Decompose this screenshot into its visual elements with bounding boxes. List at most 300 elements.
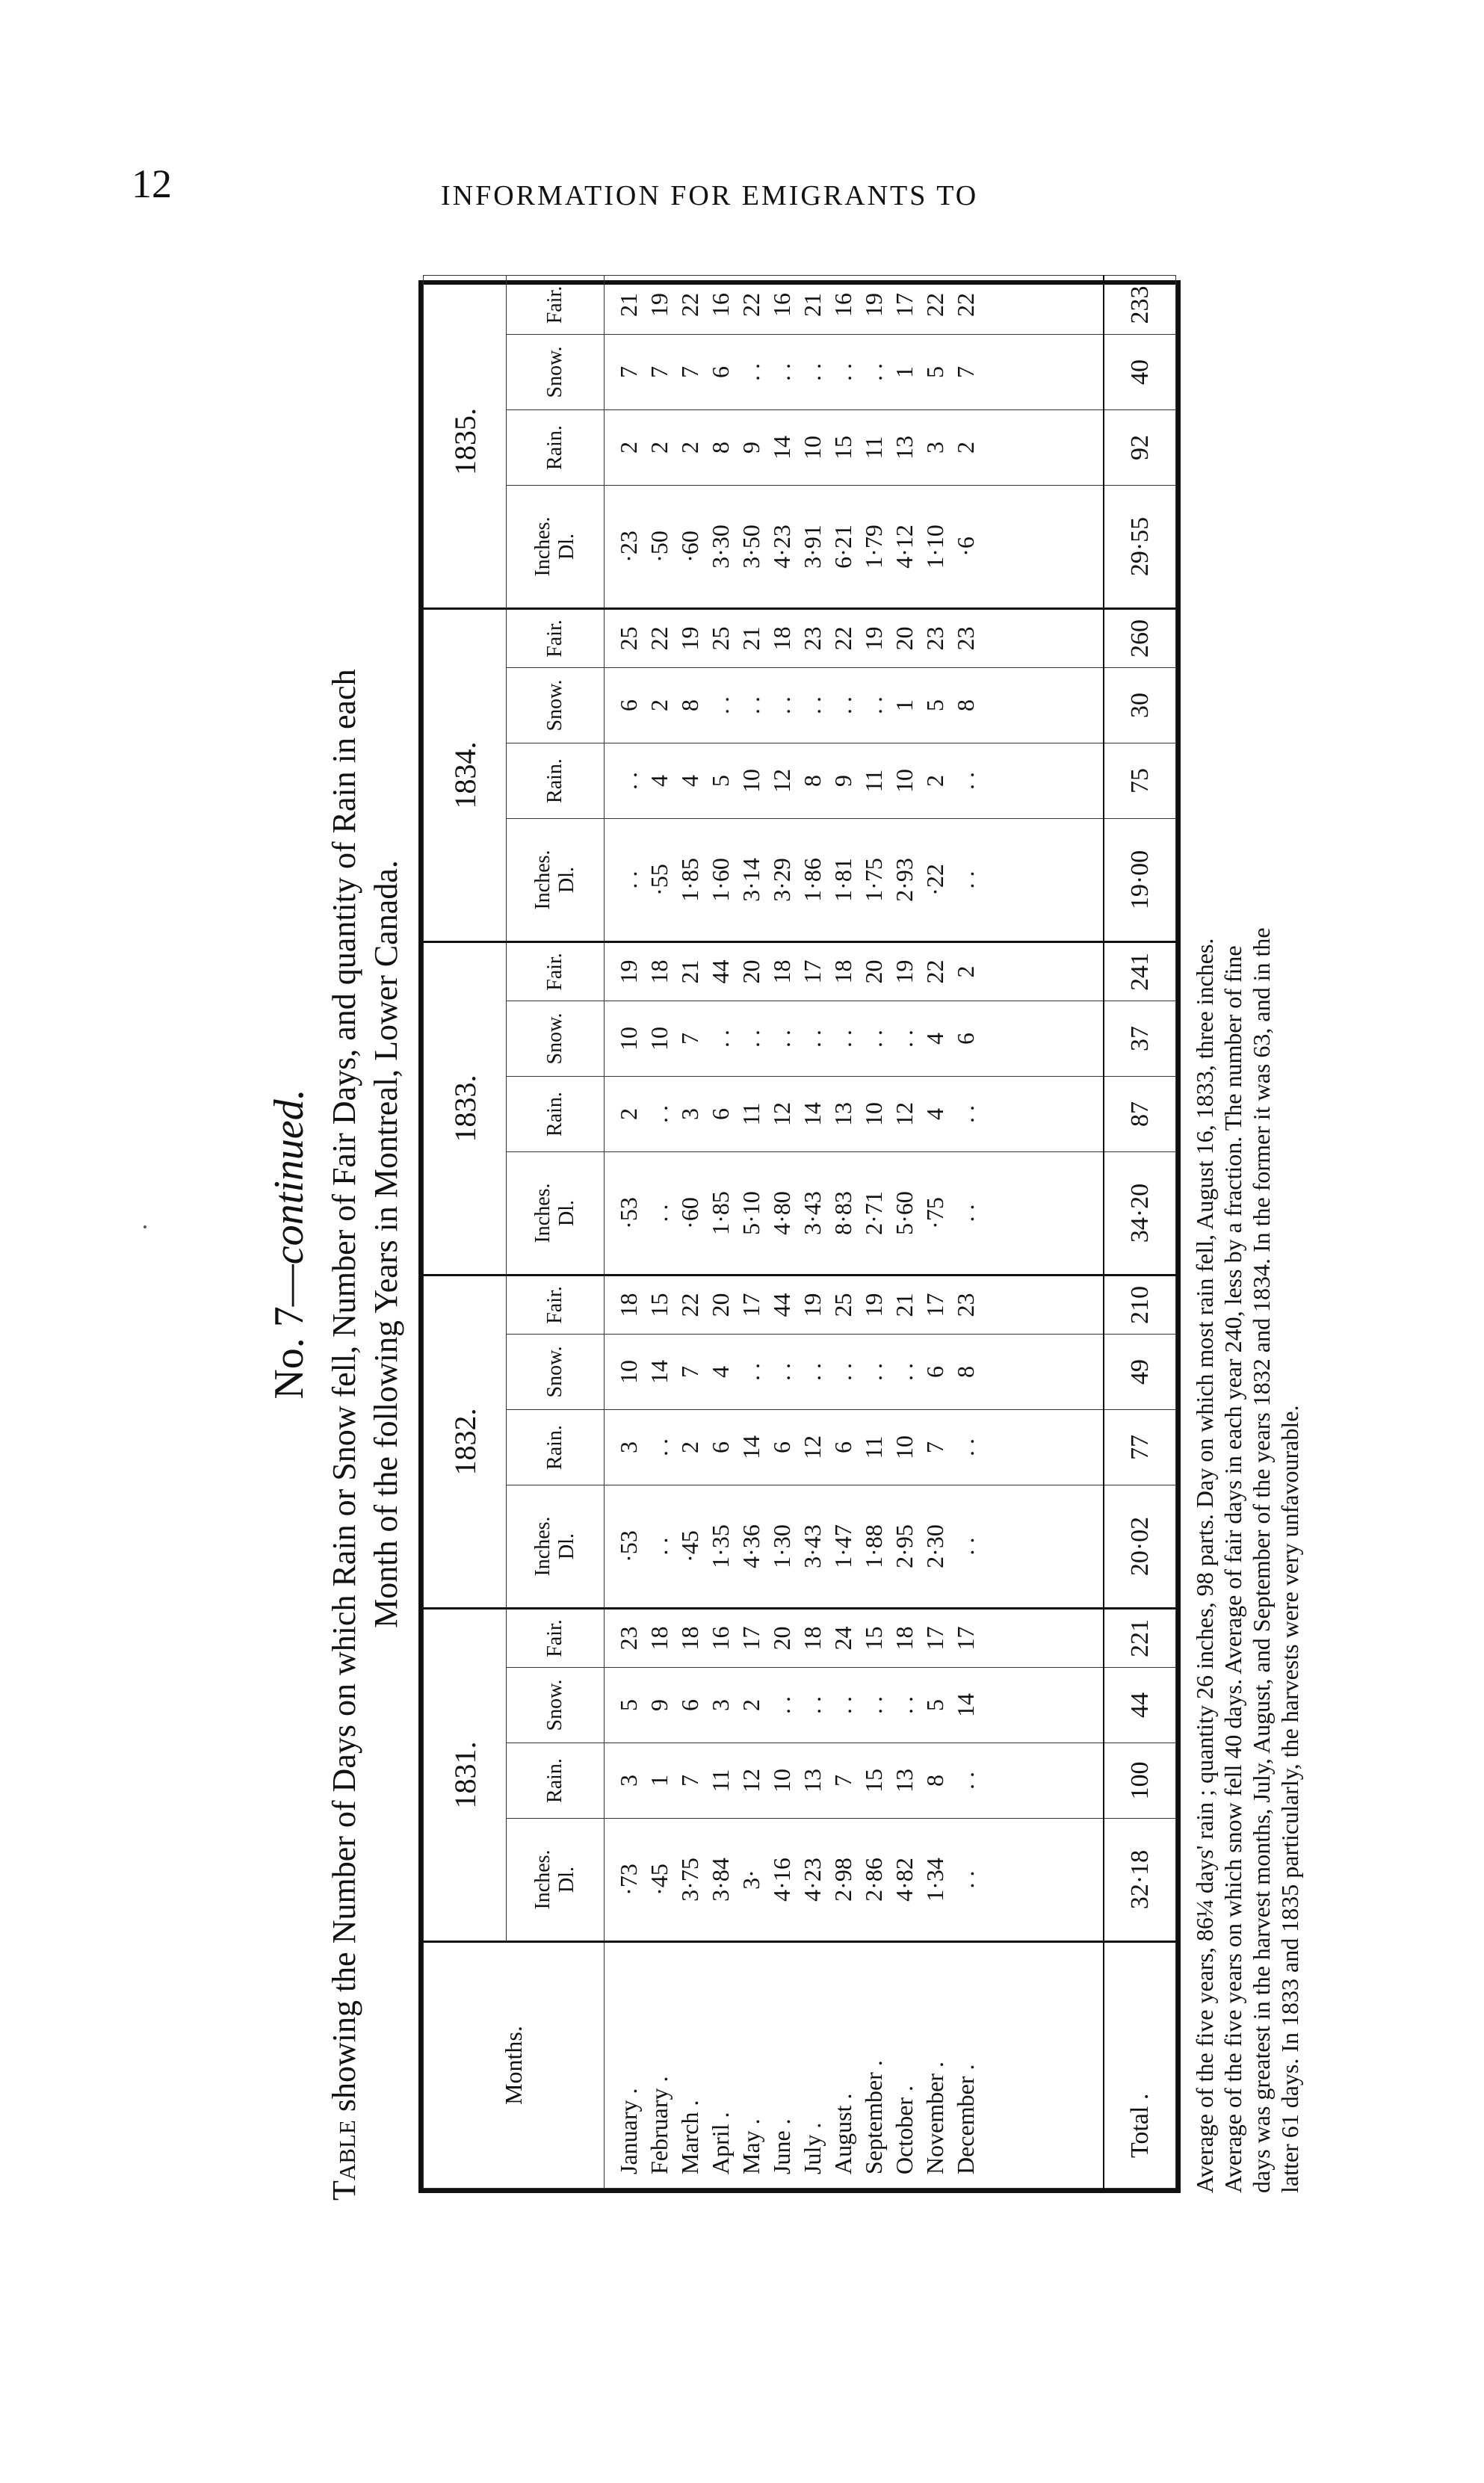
table-cell: 1·47 — [829, 1524, 856, 1568]
table-cell: 25 — [829, 1293, 856, 1317]
total-rain: 87 — [1104, 1077, 1176, 1152]
table-cell: 1·30 — [768, 1524, 795, 1568]
table-cell: 6 — [707, 366, 734, 378]
inches-column-1835 — [605, 486, 1104, 609]
table-cell: . . — [799, 1696, 826, 1714]
table-cell: 22 — [921, 293, 948, 317]
month-label: June . — [768, 2118, 795, 2174]
table-cell: 17 — [891, 293, 918, 317]
table-cell: . . — [738, 1363, 764, 1381]
table-cell: 10 — [768, 1769, 795, 1793]
table-cell: 2 — [676, 1441, 703, 1453]
total-inches: 20·02 — [1104, 1485, 1176, 1609]
table-cell: . . — [768, 1363, 795, 1381]
table-cell: 1·85 — [676, 858, 703, 902]
table-cell: 18 — [615, 1293, 642, 1317]
snow-column-1832 — [605, 1335, 1104, 1410]
table-cell: 16 — [707, 1626, 734, 1651]
table-cell: 17 — [738, 1293, 764, 1317]
table-cell: . . — [860, 1363, 887, 1381]
month-label: January . — [615, 2088, 642, 2174]
table-cell: 6 — [676, 1699, 703, 1711]
table-cell: . . — [646, 1204, 673, 1222]
table-cell: 44 — [768, 1293, 795, 1317]
footnote-line: days was greatest in the harvest months, July, August, and September of the years 1832 and 1834. In the former it was 63, and in the — [1248, 927, 1275, 2193]
inches-column-1833 — [605, 1152, 1104, 1275]
table-cell: 7 — [676, 1775, 703, 1787]
table-cell: . . — [646, 1537, 673, 1556]
table-cell: 3·50 — [738, 525, 764, 569]
running-head: INFORMATION FOR EMIGRANTS TO — [441, 180, 979, 211]
table-cell: . . — [952, 1772, 979, 1790]
table-cell: 17 — [738, 1626, 764, 1651]
table-cell: 2·95 — [891, 1524, 918, 1568]
table-cell: ·45 — [646, 1864, 673, 1896]
table-cell: 18 — [646, 959, 673, 984]
table-cell: 2 — [952, 442, 979, 454]
table-cell: 2·86 — [860, 1858, 887, 1902]
table-cell: 10 — [860, 1102, 887, 1126]
table-cell: 11 — [738, 1102, 764, 1126]
table-cell: 16 — [707, 293, 734, 317]
total-fair: 221 — [1104, 1609, 1176, 1668]
table-cell: ·73 — [615, 1864, 642, 1896]
table-cell: . . — [860, 363, 887, 381]
table-cell: 20 — [738, 959, 764, 984]
table-cell: 10 — [615, 1360, 642, 1384]
month-label: April . — [707, 2112, 734, 2174]
inches-column-1831 — [605, 1819, 1104, 1942]
table-cell: 10 — [615, 1027, 642, 1051]
table-cell: 8 — [952, 699, 979, 711]
table-cell: 2 — [676, 442, 703, 454]
rain-column-1835 — [605, 410, 1104, 486]
table-cell: 5 — [615, 1699, 642, 1711]
table-cell: . . — [891, 1696, 918, 1714]
table-cell: . . — [891, 1030, 918, 1048]
table-cell: 3· — [738, 1870, 764, 1890]
total-inches: 34·20 — [1104, 1152, 1176, 1275]
table-cell: 19 — [891, 959, 918, 984]
table-cell: 1 — [891, 699, 918, 711]
table-cell: . . — [799, 1363, 826, 1381]
fair-subheader: Fair. — [507, 276, 605, 335]
table-cell: 16 — [829, 293, 856, 317]
table-cell: 21 — [615, 293, 642, 317]
total-snow: 37 — [1104, 1001, 1176, 1077]
table-cell: 19 — [646, 293, 673, 317]
table-cell: 18 — [799, 1626, 826, 1651]
table-cell: 24 — [829, 1626, 856, 1651]
table-cell: 6 — [707, 1108, 734, 1120]
table-cell: ·22 — [921, 864, 948, 896]
table-cell: 8 — [799, 775, 826, 787]
snow-column-1834 — [605, 668, 1104, 743]
table-cell: 2 — [646, 699, 673, 711]
table-cell: . . — [891, 1363, 918, 1381]
table-cell: ·6 — [952, 537, 979, 557]
table-cell: 4 — [676, 775, 703, 787]
year-header: 1831. — [424, 1609, 507, 1942]
table-cell: ·53 — [615, 1530, 642, 1562]
year-header: 1832. — [424, 1275, 507, 1609]
total-snow: 30 — [1104, 668, 1176, 743]
table-cell: 14 — [738, 1435, 764, 1459]
table-cell: 21 — [676, 959, 703, 984]
table-cell: 9 — [646, 1699, 673, 1711]
rain-subheader: Rain. — [507, 1410, 605, 1485]
table-cell: 19 — [860, 626, 887, 651]
snow-subheader: Snow. — [507, 668, 605, 743]
total-fair: 210 — [1104, 1275, 1176, 1335]
table-cell: 21 — [799, 293, 826, 317]
rain-column-1834 — [605, 743, 1104, 819]
table-cell: 13 — [891, 436, 918, 460]
total-rain: 92 — [1104, 410, 1176, 486]
table-cell: 22 — [738, 293, 764, 317]
table-cell: 20 — [768, 1626, 795, 1651]
table-cell: 3 — [921, 442, 948, 454]
rain-column-1831 — [605, 1743, 1104, 1819]
rotated-table-page — [265, 280, 1303, 2208]
table-cell: 10 — [799, 436, 826, 460]
inches-subheader: Inches. Dl. — [507, 486, 605, 609]
table-cell: ·60 — [676, 531, 703, 563]
footnote-line: Average of the five years, 86¼ days' rain ; quantity 26 inches, 98 parts. Day on which most rain fell, August 16, 1833, three inches. — [1191, 938, 1218, 2193]
fair-column-1832 — [605, 1275, 1104, 1335]
table-cell: 1 — [646, 1775, 673, 1787]
footnote-line: latter 61 days. In 1833 and 1835 particularly, the harvests were very unfavourable. — [1276, 1405, 1303, 2193]
table-cell: 11 — [860, 769, 887, 793]
table-cell: 19 — [615, 959, 642, 984]
inches-subheader: Inches. Dl. — [507, 1485, 605, 1609]
table-cell: 7 — [676, 1033, 703, 1045]
caption-line-1-text: showing the Number of Days on which Rain or Snow fell, Number of Fair Days, and quantity of Rain in each — [326, 669, 362, 2121]
table-cell: 9 — [829, 775, 856, 787]
fair-subheader: Fair. — [507, 942, 605, 1001]
table-cell: 3 — [676, 1108, 703, 1120]
table-cell: 6 — [921, 1366, 948, 1378]
table-cell: 22 — [646, 626, 673, 651]
table-cell: 3·14 — [738, 858, 764, 902]
table-cell: 3 — [615, 1775, 642, 1787]
table-cell: 7 — [615, 366, 642, 378]
table-cell: 3 — [615, 1441, 642, 1453]
table-cell: . . — [952, 1105, 979, 1123]
snow-column-1831 — [605, 1668, 1104, 1743]
page-number: 12 — [132, 161, 172, 206]
table-cell: 3·43 — [799, 1191, 826, 1235]
table-cell: ·53 — [615, 1197, 642, 1229]
table-cell: 8 — [952, 1366, 979, 1378]
month-label: August . — [829, 2093, 856, 2174]
table-cell: 2·93 — [891, 858, 918, 902]
table-cell: . . — [646, 1105, 673, 1123]
table-cell: . . — [829, 1696, 856, 1714]
rain-column-1832 — [605, 1410, 1104, 1485]
table-cell: 23 — [799, 626, 826, 651]
table-cell: 4 — [707, 1366, 734, 1378]
total-label-text: Total — [1125, 2106, 1154, 2158]
table-cell: 4·23 — [799, 1858, 826, 1902]
table-cell: 17 — [921, 1626, 948, 1651]
table-cell: 23 — [952, 626, 979, 651]
table-cell: 3·29 — [768, 858, 795, 902]
table-cell: 13 — [799, 1769, 826, 1793]
table-cell: 7 — [676, 366, 703, 378]
table-cell: 25 — [615, 626, 642, 651]
table-cell: 20 — [891, 626, 918, 651]
table-cell: . . — [952, 1537, 979, 1556]
table-cell: 21 — [738, 626, 764, 651]
months-header: Months. — [424, 1942, 605, 2189]
table-cell: 11 — [860, 436, 887, 460]
table-cell: 20 — [860, 959, 887, 984]
table-cell: . . — [615, 772, 642, 790]
table-cell: . . — [860, 696, 887, 714]
total-snow: 44 — [1104, 1668, 1176, 1743]
table-cell: 18 — [768, 959, 795, 984]
total-fair: 241 — [1104, 942, 1176, 1001]
table-cell: 13 — [829, 1102, 856, 1126]
table-number-continued: continued. — [266, 1089, 312, 1265]
table-cell: . . — [829, 363, 856, 381]
table-cell: . . — [768, 1030, 795, 1048]
table-cell: 6 — [768, 1441, 795, 1453]
table-cell: 2 — [615, 1108, 642, 1120]
table-cell: 3 — [707, 1699, 734, 1711]
snow-subheader: Snow. — [507, 1668, 605, 1743]
table-cell: 8 — [676, 699, 703, 711]
table-cell: 8 — [921, 1775, 948, 1787]
table-cell: 7 — [646, 366, 673, 378]
table-cell: 5 — [921, 699, 948, 711]
year-header: 1833. — [424, 942, 507, 1275]
table-cell: 1·86 — [799, 858, 826, 902]
total-fair: 260 — [1104, 609, 1176, 668]
month-label: March . — [676, 2100, 703, 2174]
snow-subheader: Snow. — [507, 1001, 605, 1077]
table-cell: . . — [952, 871, 979, 889]
table-cell: . . — [768, 363, 795, 381]
table-cell: . . — [738, 363, 764, 381]
total-label: Total . — [1104, 1942, 1176, 2189]
table-cell: 25 — [707, 626, 734, 651]
table-cell: . . — [952, 1438, 979, 1456]
weather-table — [418, 280, 1181, 2193]
table-cell: 13 — [891, 1769, 918, 1793]
snow-column-1833 — [605, 1001, 1104, 1077]
rain-subheader: Rain. — [507, 743, 605, 819]
table-cell: . . — [829, 696, 856, 714]
total-snow: 49 — [1104, 1335, 1176, 1410]
table-cell: 12 — [738, 1769, 764, 1793]
table-cell: . . — [738, 1030, 764, 1048]
table-cell: . . — [615, 871, 642, 889]
table-cell: 15 — [646, 1293, 673, 1317]
inches-subheader: Inches. Dl. — [507, 1819, 605, 1942]
months-list — [605, 1942, 1104, 2189]
table-cell: 2 — [646, 442, 673, 454]
table-cell: 4·80 — [768, 1191, 795, 1235]
table-cell: 3·30 — [707, 525, 734, 569]
table-cell: 1 — [891, 366, 918, 378]
table-cell: . . — [860, 1696, 887, 1714]
table-cell: 3·43 — [799, 1524, 826, 1568]
table-cell: 22 — [952, 293, 979, 317]
table-cell: 18 — [676, 1626, 703, 1651]
table-cell: 19 — [860, 1293, 887, 1317]
total-inches: 29·55 — [1104, 486, 1176, 609]
table-cell: 2 — [921, 775, 948, 787]
table-cell: 1·81 — [829, 858, 856, 902]
table-cell: . . — [799, 1030, 826, 1048]
year-header: 1835. — [424, 276, 507, 609]
table-cell: 4·23 — [768, 525, 795, 569]
table-cell: 10 — [646, 1027, 673, 1051]
rain-subheader: Rain. — [507, 1077, 605, 1152]
table-cell: 1·85 — [707, 1191, 734, 1235]
table-cell: 19 — [799, 1293, 826, 1317]
table-cell: 12 — [768, 769, 795, 793]
table-cell: 19 — [676, 626, 703, 651]
month-label: September . — [860, 2060, 887, 2174]
table-cell: 4·16 — [768, 1858, 795, 1902]
table-cell: 10 — [738, 769, 764, 793]
margin-mark — [143, 1225, 146, 1228]
table-cell: . . — [738, 696, 764, 714]
footnote — [1190, 280, 1304, 2193]
table-cell: 9 — [738, 442, 764, 454]
snow-subheader: Snow. — [507, 335, 605, 410]
table-cell: 2·98 — [829, 1858, 856, 1902]
table-cell: ·60 — [676, 1197, 703, 1229]
footnote-line: Average of the five years on which snow fell 40 days. Average of fair days in each year 240, less by a fraction. The number of fine — [1219, 945, 1246, 2193]
table-cell: 15 — [829, 436, 856, 460]
table-cell: 12 — [768, 1102, 795, 1126]
caption-line-2: Month of the following Years in Montreal, Lower Canada. — [368, 860, 404, 1628]
table-cell: 6 — [707, 1441, 734, 1453]
table-cell: 12 — [891, 1102, 918, 1126]
table-cell: 18 — [646, 1626, 673, 1651]
table-cell: 7 — [921, 1441, 948, 1453]
table-cell: 3·84 — [707, 1858, 734, 1902]
table-cell: 3·91 — [799, 525, 826, 569]
table-number-title — [265, 280, 318, 2208]
rain-subheader: Rain. — [507, 1743, 605, 1819]
table-cell: 4·12 — [891, 525, 918, 569]
table-cell: 22 — [829, 626, 856, 651]
table-cell: 15 — [860, 1769, 887, 1793]
table-cell: 15 — [860, 1626, 887, 1651]
table-cell: ·23 — [615, 531, 642, 563]
table-cell: 2·71 — [860, 1191, 887, 1235]
table-cell: . . — [707, 1030, 734, 1048]
table-cell: 14 — [799, 1102, 826, 1126]
table-cell: 6 — [829, 1441, 856, 1453]
table-cell: 4·36 — [738, 1524, 764, 1568]
table-cell: 3·75 — [676, 1858, 703, 1902]
table-cell: 5 — [921, 366, 948, 378]
table-cell: 8 — [707, 442, 734, 454]
rain-subheader: Rain. — [507, 410, 605, 486]
table-cell: ·55 — [646, 864, 673, 896]
table-cell: 17 — [799, 959, 826, 984]
total-inches: 32·18 — [1104, 1819, 1176, 1942]
table-cell: 23 — [952, 1293, 979, 1317]
table-cell: 4 — [921, 1108, 948, 1120]
inches-subheader: Inches. Dl. — [507, 1152, 605, 1275]
table-cell: 4 — [921, 1033, 948, 1045]
fair-subheader: Fair. — [507, 609, 605, 668]
snow-subheader: Snow. — [507, 1335, 605, 1410]
table-cell: . . — [829, 1363, 856, 1381]
table-cell: 5 — [921, 1699, 948, 1711]
table-cell: 14 — [646, 1360, 673, 1384]
table-cell: 6·21 — [829, 525, 856, 569]
table-cell: 14 — [952, 1693, 979, 1717]
table-cell: 17 — [952, 1626, 979, 1651]
month-label: November . — [921, 2061, 948, 2174]
table-cell: 6 — [952, 1033, 979, 1045]
table-cell: 7 — [676, 1366, 703, 1378]
table-cell: 2 — [738, 1699, 764, 1711]
total-fair: 233 — [1104, 276, 1176, 335]
table-cell: . . — [707, 696, 734, 714]
inches-column-1834 — [605, 819, 1104, 942]
table-caption — [324, 280, 407, 2208]
inches-column-1832 — [605, 1485, 1104, 1609]
month-label: May . — [738, 2118, 764, 2174]
total-inches: 19·00 — [1104, 819, 1176, 942]
table-cell: . . — [952, 1204, 979, 1222]
table-cell: 20 — [707, 1293, 734, 1317]
table-cell: 2·30 — [921, 1524, 948, 1568]
table-cell: 12 — [799, 1435, 826, 1459]
table-cell: ·75 — [921, 1197, 948, 1229]
table-cell: 44 — [707, 959, 734, 984]
table-cell: 23 — [921, 626, 948, 651]
table-cell: 10 — [891, 1435, 918, 1459]
table-cell: 22 — [676, 293, 703, 317]
month-label: October . — [891, 2085, 918, 2174]
table-cell: 19 — [860, 293, 887, 317]
fair-column-1835 — [605, 276, 1104, 335]
inches-subheader: Inches. Dl. — [507, 819, 605, 942]
caption-line-1 — [324, 280, 365, 2208]
table-cell: . . — [860, 1030, 887, 1048]
table-cell: 1·79 — [860, 525, 887, 569]
snow-column-1835 — [605, 335, 1104, 410]
fair-column-1834 — [605, 609, 1104, 668]
table-cell: 14 — [768, 436, 795, 460]
table-cell: 11 — [860, 1435, 887, 1459]
fair-column-1833 — [605, 942, 1104, 1001]
table-cell: 18 — [829, 959, 856, 984]
month-label: December . — [952, 2064, 979, 2174]
table-cell: . . — [768, 1696, 795, 1714]
table-cell: 23 — [615, 1626, 642, 1651]
table-cell: 5·60 — [891, 1191, 918, 1235]
table-cell: 1·35 — [707, 1524, 734, 1568]
table-cell: 1·88 — [860, 1524, 887, 1568]
table-cell: 10 — [891, 769, 918, 793]
table-cell: 1·10 — [921, 525, 948, 569]
year-header: 1834. — [424, 609, 507, 942]
table-cell: 2 — [952, 965, 979, 978]
table-cell: 16 — [768, 293, 795, 317]
total-rain: 77 — [1104, 1410, 1176, 1485]
